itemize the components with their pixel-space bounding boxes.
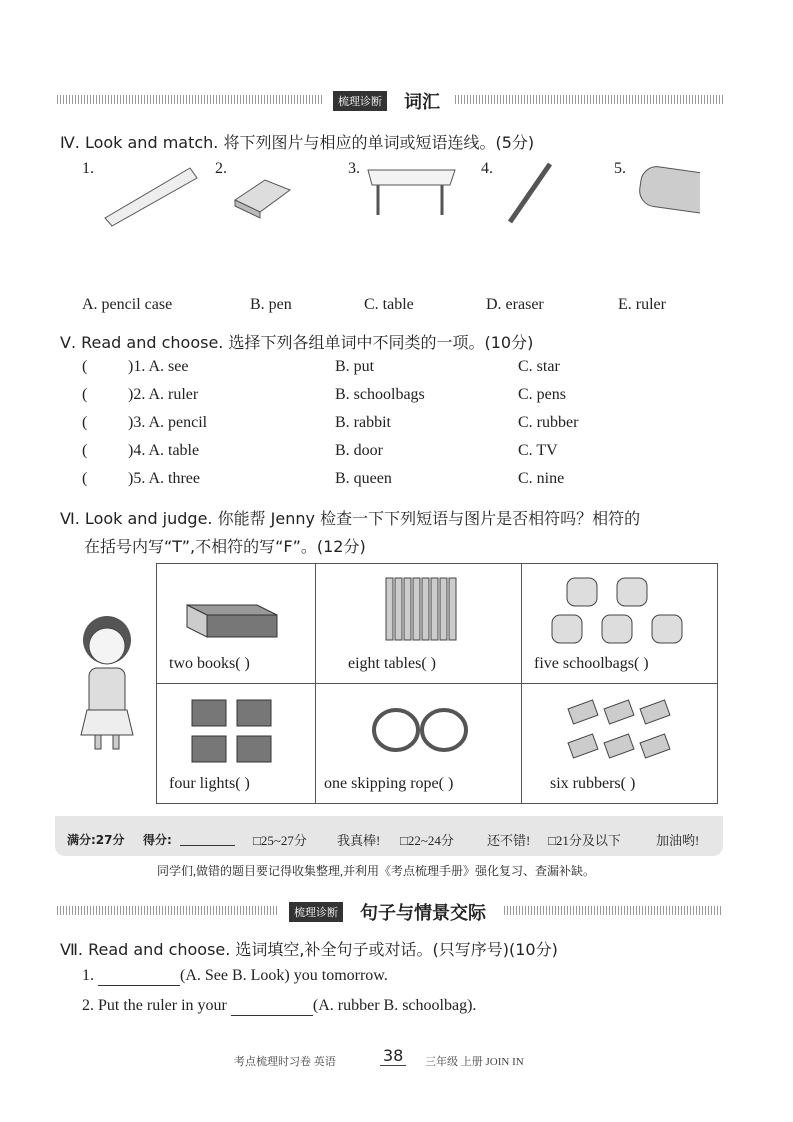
score-message: 还不错! [487, 833, 531, 848]
score-blank[interactable] [180, 845, 235, 846]
question-6-title: Ⅵ. Look and judge. 你能帮 Jenny 检查一下下列短语与图片是否相符吗？相符的 [60, 509, 641, 528]
answer-paren[interactable]: ( [82, 470, 88, 487]
divider [57, 95, 322, 104]
score-label: 得分: [143, 833, 172, 847]
sentence-text: (A. rubber B. schoolbag). [312, 997, 477, 1014]
cell-eight-tables [316, 564, 522, 684]
option-b: B. rabbit [335, 414, 391, 431]
sentence-1 [82, 967, 388, 986]
skipping-ropes-icon [316, 690, 521, 770]
answer-blank[interactable] [98, 967, 180, 986]
question-6-title-line2: 在括号内写“T”,不相符的写“F”。(12分) [84, 537, 366, 556]
eraser-icon [235, 180, 290, 218]
question-5-title: Ⅴ. Read and choose. 选择下列各组单词中不同类的一项。(10分) [60, 333, 534, 352]
option: B. pen [250, 296, 292, 313]
divider [455, 95, 723, 104]
item-number: 3. [348, 160, 360, 177]
option-a: )2. A. ruler [128, 386, 199, 403]
cell-five-schoolbags [522, 564, 718, 684]
item-number: 2. [215, 160, 227, 177]
score-option: □21分及以下 [548, 833, 621, 848]
option-c: C. nine [518, 470, 565, 487]
cell-skipping-rope [316, 684, 522, 804]
item-number: 5. [614, 160, 626, 177]
erasers-icon [522, 690, 717, 770]
score-bar [55, 816, 723, 856]
score-option: □25~27分 [253, 833, 307, 848]
pencil-icon [404, 578, 411, 640]
section-heading: 句子与情景交际 [360, 903, 486, 924]
cell-six-rubbers [522, 684, 718, 804]
cell-label: five schoolbags( ) [534, 655, 649, 672]
sentence-number: 1. [82, 967, 98, 984]
score-message: 我真棒! [337, 833, 381, 848]
page-number: 38 [380, 1046, 406, 1066]
pen-icon [510, 164, 550, 222]
pencil-icon [413, 578, 420, 640]
answer-paren[interactable]: ( [82, 442, 88, 459]
cell-two-books [157, 564, 316, 684]
option: E. ruler [618, 296, 666, 313]
pencil-icon [395, 578, 402, 640]
judge-table [156, 563, 718, 804]
ruler-icon [105, 168, 197, 226]
answer-paren[interactable]: ( [82, 414, 88, 431]
option-c: C. pens [518, 386, 566, 403]
tvs-icon [157, 690, 315, 770]
pencils-icon [316, 570, 521, 660]
cell-label: six rubbers( ) [550, 775, 636, 792]
pencil-icon [449, 578, 456, 640]
sentence-text: (A. See B. Look) you tomorrow. [180, 967, 388, 984]
divider [504, 906, 723, 915]
cell-four-lights [157, 684, 316, 804]
option-c: C. star [518, 358, 560, 375]
pencil-icon [386, 578, 393, 640]
answer-paren[interactable]: ( [82, 386, 88, 403]
cell-label: four lights( ) [169, 775, 250, 792]
answer-blank[interactable] [231, 997, 313, 1016]
section-heading: 词汇 [404, 92, 440, 113]
score-message: 加油哟! [656, 833, 700, 848]
question-4-title: Ⅳ. Look and match. 将下列图片与相应的单词或短语连线。(5分) [60, 133, 535, 152]
section-tag: 梳理诊断 [330, 91, 387, 111]
question-7-title: Ⅶ. Read and choose. 选词填空,补全句子或对话。(只写序号)(10分) [60, 940, 558, 959]
option-b: B. door [335, 442, 383, 459]
option: C. table [364, 296, 414, 313]
cell-label: two books( ) [169, 655, 250, 672]
item-number: 1. [82, 160, 94, 177]
item-number: 4. [481, 160, 493, 177]
option: A. pencil case [82, 296, 173, 313]
option-a: )5. A. three [128, 470, 200, 487]
option-b: B. queen [335, 470, 392, 487]
books-icon [157, 570, 315, 650]
footer-book-title: 考点梳理时习卷 英语 [234, 1056, 336, 1068]
divider [57, 906, 279, 915]
review-note: 同学们,做错的题目要记得收集整理,并利用《考点梳理手册》强化复习、查漏补缺。 [157, 864, 596, 878]
option-a: )1. A. see [128, 358, 189, 375]
option-a: )3. A. pencil [128, 414, 208, 431]
pencil-case-icon [638, 165, 700, 216]
full-score: 满分:27分 [67, 833, 125, 847]
table-icon [368, 170, 455, 215]
option: D. eraser [486, 296, 544, 313]
score-option: □22~24分 [400, 833, 454, 848]
sentence-text: 2. Put the ruler in your [82, 997, 231, 1014]
match-pictures [100, 160, 700, 230]
pencil-icon [440, 578, 447, 640]
option-c: C. TV [518, 442, 558, 459]
option-b: B. put [335, 358, 375, 375]
pencil-icon [422, 578, 429, 640]
option-c: C. rubber [518, 414, 579, 431]
schoolbags-icon [522, 570, 717, 660]
answer-paren[interactable]: ( [82, 358, 88, 375]
option-a: )4. A. table [128, 442, 200, 459]
cell-label: one skipping rope( ) [324, 775, 454, 792]
girl-illustration [75, 610, 145, 760]
section-tag: 梳理诊断 [286, 902, 343, 922]
cell-label: eight tables( ) [348, 655, 436, 672]
pencil-icon [431, 578, 438, 640]
sentence-2 [82, 997, 476, 1016]
footer-grade: 三年级 上册 JOIN IN [425, 1056, 524, 1068]
option-b: B. schoolbags [335, 386, 425, 403]
